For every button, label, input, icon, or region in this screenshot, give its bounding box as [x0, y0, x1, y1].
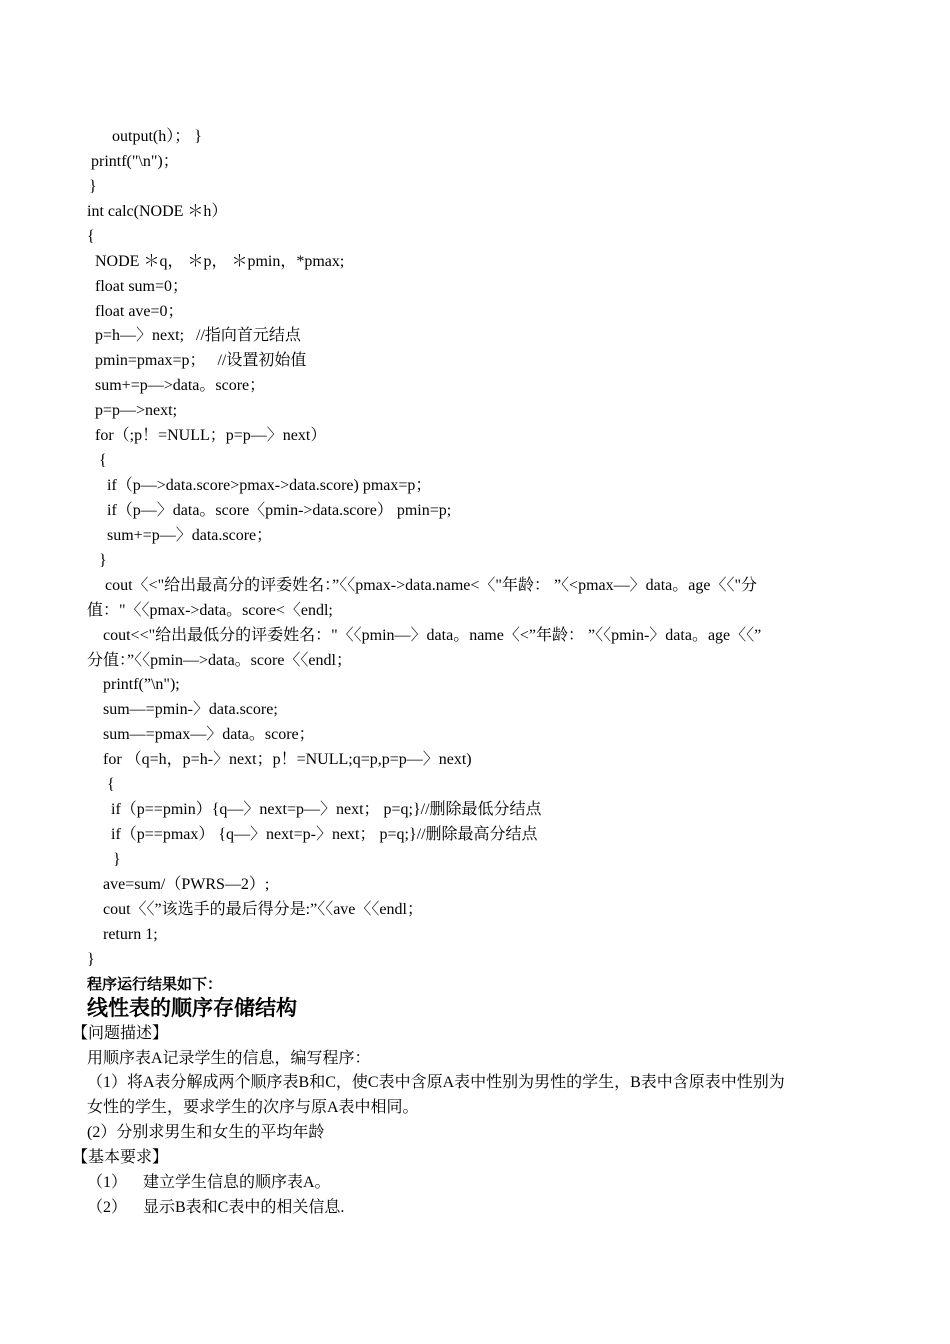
code-line: p=p—>next; [95, 402, 178, 419]
requirement-item: （1） 建立学生信息的顺序表A。 [87, 1174, 331, 1191]
problem-text: (2）分别求男生和女生的平均年龄 [87, 1124, 325, 1141]
code-line: if（p==pmin）{q—〉next=p—〉next； p=q;}//删除最低分结点 [111, 801, 542, 818]
code-line: NODE ＊q， ＊p， ＊pmin，*pmax; [95, 253, 345, 270]
code-line: for （q=h，p=h-〉next；p！=NULL;q=p,p=p—〉next) [103, 751, 472, 768]
code-line: } [89, 178, 97, 195]
code-line: return 1; [103, 926, 158, 943]
code-line: for（;p！=NULL；p=p—〉next） [95, 427, 327, 444]
code-line: sum—=pmin-〉data.score; [103, 701, 278, 718]
code-line: cout〈〈”该选手的最后得分是:”〈〈ave〈〈endl； [103, 901, 423, 918]
code-line: int calc(NODE ＊h） [87, 203, 228, 220]
code-line: 分值：”〈〈pmin—>data。score〈〈endl； [87, 652, 352, 669]
requirements-heading: 【基本要求】 [72, 1149, 169, 1166]
run-result-label: 程序运行结果如下： [87, 975, 223, 993]
code-line: } [99, 552, 107, 569]
code-line: if（p—〉data。score〈pmin->data.score） pmin=p; [107, 502, 452, 519]
code-line: float sum=0； [95, 278, 189, 295]
problem-text: 用顺序表A记录学生的信息，编写程序： [87, 1050, 371, 1067]
code-line: { [107, 776, 115, 793]
code-line: sum—=pmax—〉data。score； [103, 726, 315, 743]
code-line: printf(”\n"); [103, 676, 180, 693]
problem-text: （1）将A表分解成两个顺序表B和C，使C表中含原A表中性别为男性的学生，B表中含原表中性别为 [87, 1074, 785, 1091]
code-line: } [113, 851, 121, 868]
code-line: printf("\n")； [91, 153, 179, 170]
code-line: if（p—>data.score>pmax->data.score) pmax=p； [107, 477, 432, 494]
code-line: output(h）； } [112, 128, 202, 145]
code-line: 值："〈〈pmax->data。score<〈endl; [87, 602, 333, 619]
code-line: p=h—〉next; //指向首元结点 [95, 327, 301, 344]
code-line: if（p==pmax） {q—〉next=p-〉next； p=q;}//删除最高分结点 [111, 826, 538, 843]
problem-heading: 【问题描述】 [72, 1025, 169, 1042]
code-line: { [87, 228, 95, 245]
code-line: sum+=p—>data。score； [95, 377, 266, 394]
code-line: } [87, 951, 95, 968]
code-line: { [99, 452, 107, 469]
code-line: cout<<"给出最低分的评委姓名："〈〈pmin—〉data。name〈<”年龄： ”〈〈pmin-〉data。age〈〈” [103, 627, 762, 644]
code-line: float ave=0； [95, 303, 184, 320]
section-title: 线性表的顺序存储结构 [87, 996, 297, 1020]
problem-text: 女性的学生，要求学生的次序与原A表中相同。 [87, 1099, 419, 1116]
code-line: pmin=pmax=p； //设置初始值 [95, 352, 307, 369]
code-line: cout〈<"给出最高分的评委姓名：”〈〈pmax->data.name<〈"年龄： ”〈<pmax—〉data。age〈〈"分 [105, 577, 758, 594]
requirement-item: （2） 显示B表和C表中的相关信息. [87, 1199, 345, 1216]
code-line: ave=sum/（PWRS—2）; [103, 876, 270, 893]
code-line: sum+=p—〉data.score； [107, 527, 273, 544]
